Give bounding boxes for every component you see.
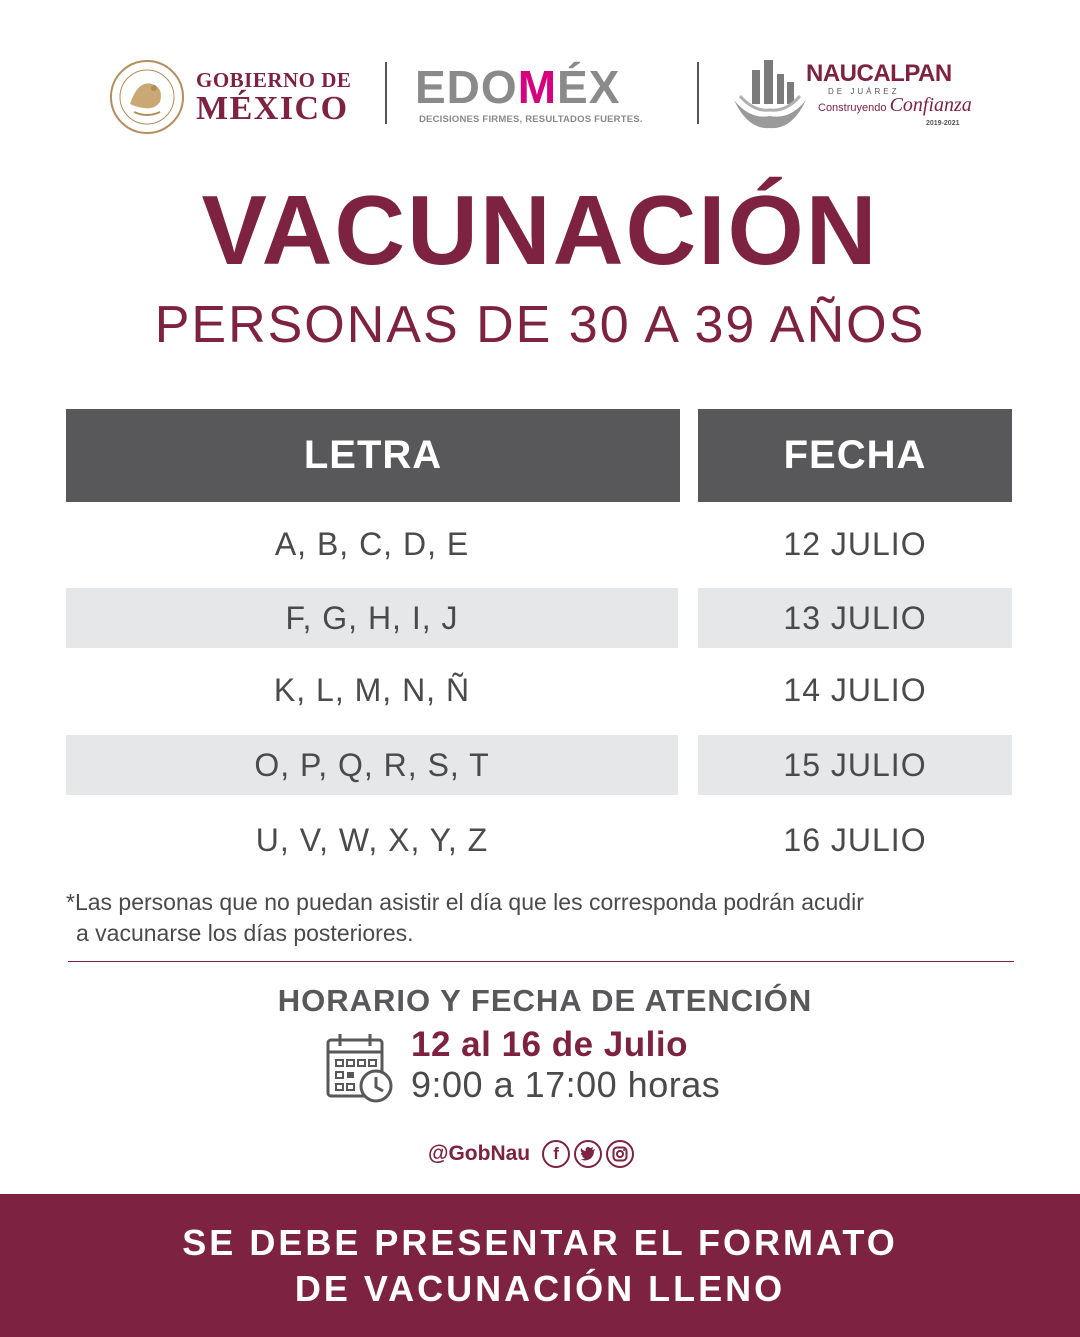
- naucalpan-emblem-icon: [730, 56, 810, 134]
- table-row: [0, 735, 1080, 795]
- table-row: [0, 810, 1080, 870]
- footer-line1: SE DEBE PRESENTAR EL FORMATO: [182, 1221, 898, 1263]
- schedule-hours: 9:00 a 17:00 horas: [411, 1064, 721, 1105]
- letra-cell: K, L, M, N, Ñ: [273, 671, 471, 708]
- page-subtitle: PERSONAS DE 30 A 39 AÑOS: [154, 296, 926, 354]
- fecha-cell: 14 JULIO: [783, 671, 927, 708]
- logo-divider: [385, 62, 387, 124]
- header-logos: [0, 50, 1080, 140]
- footnote-line2: a vacunarse los días posteriores.: [76, 920, 414, 946]
- table-row: [0, 588, 1080, 648]
- fecha-cell: 13 JULIO: [698, 588, 1012, 648]
- mexico-seal-icon: [108, 58, 186, 136]
- social-handle[interactable]: @GobNau: [428, 1142, 531, 1165]
- naucalpan-title: NAUCALPAN: [806, 60, 952, 87]
- gobierno-line1: GOBIERNO DE: [196, 68, 352, 92]
- letra-cell: U, V, W, X, Y, Z: [255, 821, 489, 858]
- schedule-title: HORARIO Y FECHA DE ATENCIÓN: [277, 983, 813, 1018]
- logo-divider: [697, 62, 699, 124]
- edomex-wordmark: EDOMÉX: [415, 61, 621, 113]
- gobierno-mexico-logo: [108, 54, 358, 134]
- edomex-logo: [415, 61, 670, 130]
- table-row: [0, 660, 1080, 720]
- naucalpan-slogan: Construyendo Confianza: [818, 94, 972, 116]
- fecha-cell: 16 JULIO: [783, 821, 927, 858]
- fecha-cell: 12 JULIO: [783, 525, 927, 562]
- naucalpan-years: 2019-2021: [926, 120, 960, 127]
- calendar-clock-icon: [326, 1032, 394, 1104]
- social-bar: [428, 1138, 634, 1170]
- letra-cell: A, B, C, D, E: [274, 525, 470, 562]
- gobierno-line2: MÉXICO: [196, 90, 349, 127]
- footer-line2: DE VACUNACIÓN LLENO: [294, 1267, 786, 1309]
- table-header-letra: LETRA: [66, 409, 680, 502]
- naucalpan-logo: [730, 52, 980, 138]
- section-divider: [68, 961, 1014, 962]
- naucalpan-subtitle: DE JUÁREZ: [828, 87, 900, 96]
- footnote-line1: *Las personas que no puedan asistir el día que les corresponda podrán acudir: [66, 889, 864, 915]
- twitter-icon[interactable]: [574, 1140, 602, 1168]
- letra-cell: O, P, Q, R, S, T: [66, 735, 678, 795]
- facebook-icon[interactable]: f: [542, 1140, 570, 1168]
- instagram-icon[interactable]: [606, 1140, 634, 1168]
- letra-cell: F, G, H, I, J: [66, 588, 678, 648]
- table-header-fecha: FECHA: [698, 409, 1012, 502]
- page-title: VACUNACIÓN: [201, 175, 879, 285]
- table-row: [0, 514, 1080, 574]
- schedule-dates: 12 al 16 de Julio: [411, 1025, 688, 1064]
- footnote: [66, 887, 1026, 949]
- fecha-cell: 15 JULIO: [698, 735, 1012, 795]
- footer-banner: [0, 1194, 1080, 1337]
- edomex-tagline: DECISIONES FIRMES, RESULTADOS FUERTES.: [419, 114, 643, 125]
